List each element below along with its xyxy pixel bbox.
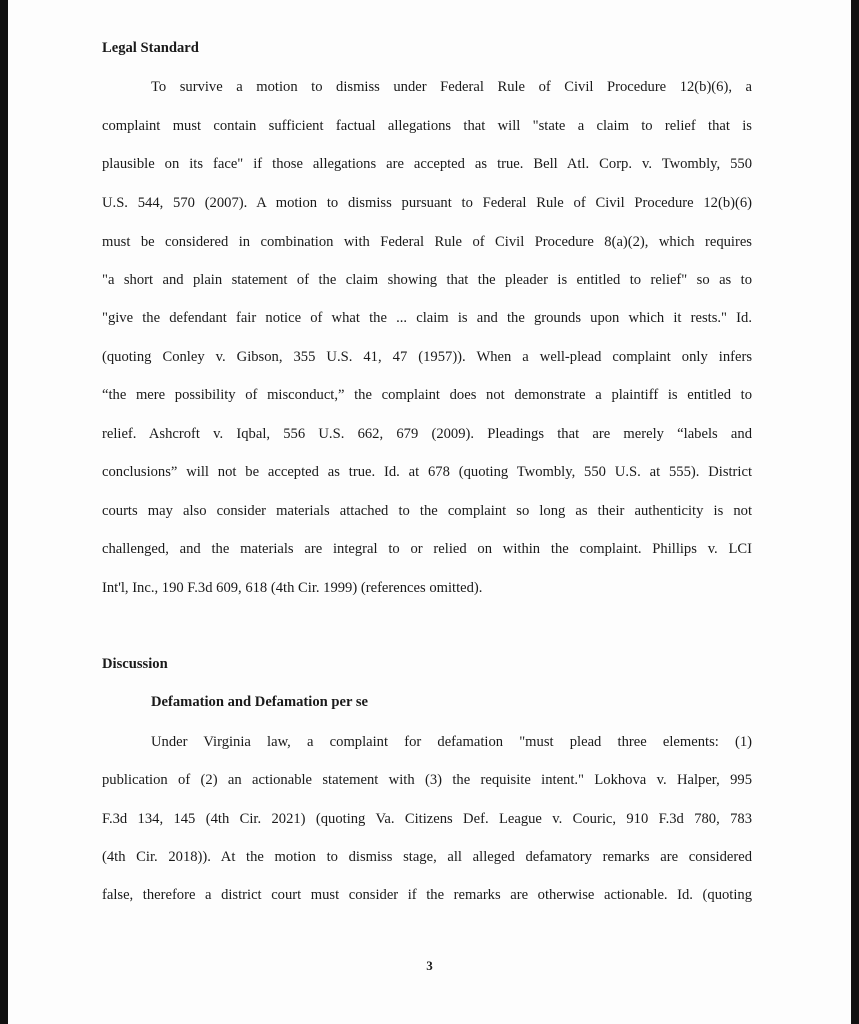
- document-page: [8, 0, 851, 1024]
- paragraph-line: complaint must contain sufficient factual allegations that will "state a claim to relief that is: [102, 118, 752, 134]
- paragraph-line: “the mere possibility of misconduct,” the complaint does not demonstrate a plaintiff is entitled to: [102, 387, 752, 403]
- paragraph-line: "give the defendant fair notice of what the ... claim is and the grounds upon which it rests." Id.: [102, 310, 752, 326]
- paragraph-line: challenged, and the materials are integral to or relied on within the complaint. Phillips v. LCI: [102, 541, 752, 557]
- section-heading-discussion: Discussion: [102, 656, 168, 672]
- paragraph-line: plausible on its face" if those allegations are accepted as true. Bell Atl. Corp. v. Twombly, 550: [102, 156, 752, 172]
- paragraph-line: U.S. 544, 570 (2007). A motion to dismiss pursuant to Federal Rule of Civil Procedure 12(b)(6): [102, 195, 752, 211]
- paragraph-line: To survive a motion to dismiss under Federal Rule of Civil Procedure 12(b)(6), a: [151, 79, 752, 95]
- paragraph-line: F.3d 134, 145 (4th Cir. 2021) (quoting Va. Citizens Def. League v. Couric, 910 F.3d 780, 783: [102, 811, 752, 827]
- subheading-defamation: Defamation and Defamation per se: [151, 694, 368, 710]
- paragraph-line: conclusions” will not be accepted as true. Id. at 678 (quoting Twombly, 550 U.S. at 555). District: [102, 464, 752, 480]
- page-number: 3: [426, 958, 433, 973]
- section-heading-legal-standard: Legal Standard: [102, 40, 199, 56]
- paragraph-line: false, therefore a district court must consider if the remarks are otherwise actionable. Id. (quoting: [102, 887, 752, 903]
- paragraph-line: Under Virginia law, a complaint for defamation "must plead three elements: (1): [151, 734, 752, 750]
- paragraph-line: (4th Cir. 2018)). At the motion to dismiss stage, all alleged defamatory remarks are considered: [102, 849, 752, 865]
- paragraph-line: "a short and plain statement of the claim showing that the pleader is entitled to relief" so as to: [102, 272, 752, 288]
- paragraph-line: publication of (2) an actionable statement with (3) the requisite intent." Lokhova v. Halper, 995: [102, 772, 752, 788]
- paragraph-line: courts may also consider materials attached to the complaint so long as their authenticity is not: [102, 503, 752, 519]
- paragraph-line: must be considered in combination with Federal Rule of Civil Procedure 8(a)(2), which requires: [102, 234, 752, 250]
- paragraph-line: (quoting Conley v. Gibson, 355 U.S. 41, 47 (1957)). When a well-plead complaint only infers: [102, 349, 752, 365]
- paragraph-line: Int'l, Inc., 190 F.3d 609, 618 (4th Cir. 1999) (references omitted).: [102, 580, 483, 596]
- paragraph-line: relief. Ashcroft v. Iqbal, 556 U.S. 662, 679 (2009). Pleadings that are merely “labels and: [102, 426, 752, 442]
